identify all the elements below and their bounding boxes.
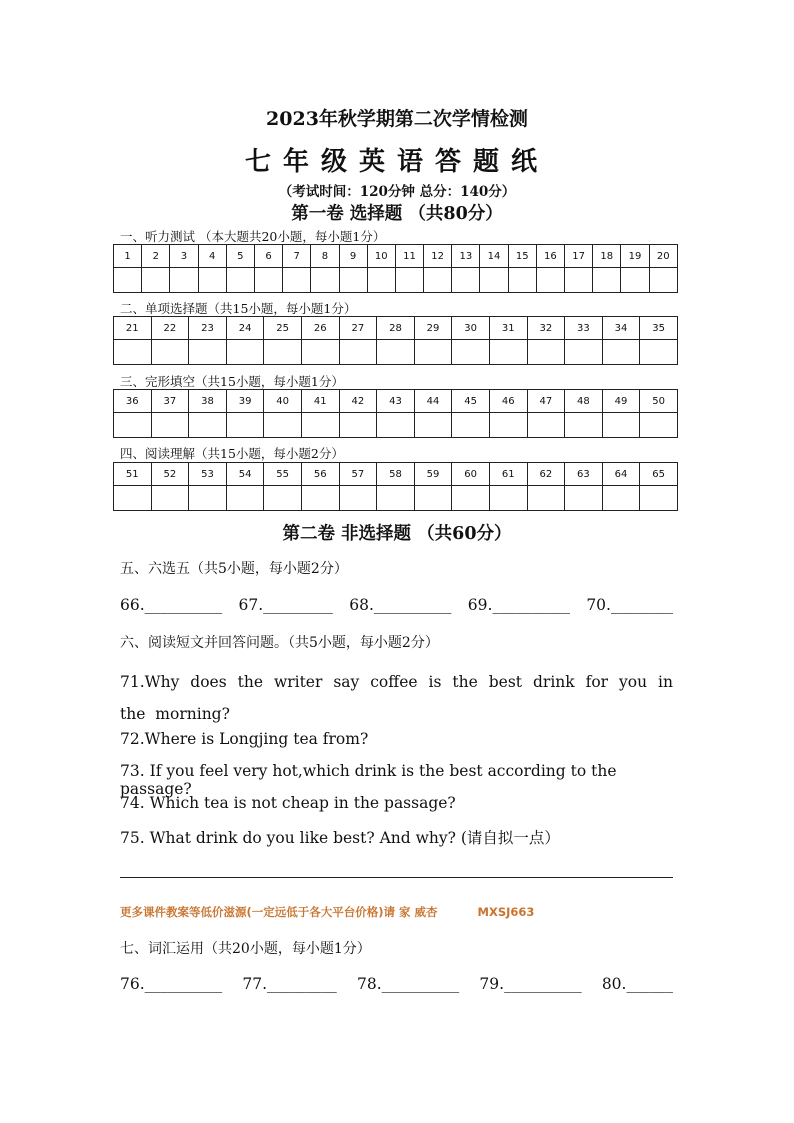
question-number-cell: 5: [226, 245, 254, 268]
answer-cell[interactable]: [301, 486, 339, 511]
question-number-cell: 15: [508, 245, 536, 268]
question-number-cell: 12: [424, 245, 452, 268]
question-number-cell: 21: [114, 317, 152, 340]
question-number-cell: 49: [602, 390, 640, 413]
question-number-cell: 42: [339, 390, 377, 413]
section5-title: 五、六选五（共5小题，每小题2分）: [120, 561, 348, 577]
answer-cell[interactable]: [189, 413, 227, 438]
answer-cell[interactable]: [536, 268, 564, 293]
question-number-cell: 17: [565, 245, 593, 268]
section6-title: 六、阅读短文并回答问题。（共5小题，每小题2分）: [120, 635, 439, 651]
question-72: 72.Where is Longjing tea from?: [120, 730, 369, 748]
blank-80[interactable]: 80.______: [601, 975, 673, 993]
question-number-cell: 56: [301, 463, 339, 486]
answer-cell[interactable]: [602, 486, 640, 511]
listening-answer-grid: [113, 244, 678, 293]
answer-cell[interactable]: [377, 486, 415, 511]
question-number-cell: 44: [414, 390, 452, 413]
answer-cell[interactable]: [377, 340, 415, 365]
section5-blanks: [120, 596, 673, 614]
answer-cell[interactable]: [226, 413, 264, 438]
section2-title: 二、单项选择题（共15小题，每小题1分）: [120, 301, 357, 316]
answer-cell[interactable]: [264, 413, 302, 438]
question-number-cell: 30: [452, 317, 490, 340]
answer-cell[interactable]: [414, 340, 452, 365]
question-number-cell: 22: [151, 317, 189, 340]
question-number-cell: 25: [264, 317, 302, 340]
answer-cell[interactable]: [602, 340, 640, 365]
answer-cell[interactable]: [452, 413, 490, 438]
section3-title: 三、完形填空（共15小题，每小题1分）: [120, 374, 344, 389]
part1-heading: 第一卷 选择题 （共80分）: [291, 204, 503, 224]
answer-cell[interactable]: [649, 268, 677, 293]
blank-78[interactable]: 78.__________: [357, 975, 460, 993]
answer-cell[interactable]: [114, 340, 152, 365]
question-number-cell: 13: [452, 245, 480, 268]
question-number-cell: 45: [452, 390, 490, 413]
answer-cell[interactable]: [395, 268, 423, 293]
answer-cell[interactable]: [489, 413, 527, 438]
answer-cell[interactable]: [301, 413, 339, 438]
section7-blanks: [120, 975, 673, 993]
question-number-cell: 18: [593, 245, 621, 268]
answer-cell[interactable]: [170, 268, 198, 293]
answer-cell[interactable]: [489, 486, 527, 511]
question-74: 74. Which tea is not cheap in the passage?: [120, 794, 456, 812]
answer-cell[interactable]: [151, 413, 189, 438]
answer-cell[interactable]: [565, 413, 603, 438]
question-number-cell: 62: [527, 463, 565, 486]
question-number-cell: 23: [189, 317, 227, 340]
question-number-cell: 28: [377, 317, 415, 340]
question-number-cell: 10: [367, 245, 395, 268]
question-number-cell: 6: [254, 245, 282, 268]
section1-title: 一、听力测试 （本大题共20小题，每小题1分）: [120, 229, 386, 244]
question-number-cell: 1: [114, 245, 142, 268]
question-number-cell: 57: [339, 463, 377, 486]
question-number-cell: 53: [189, 463, 227, 486]
question-number-cell: 58: [377, 463, 415, 486]
answer-line[interactable]: [120, 877, 673, 878]
watermark-id: MXSJ663: [477, 905, 535, 919]
question-number-cell: 63: [565, 463, 603, 486]
answer-cell[interactable]: [339, 486, 377, 511]
answer-cell[interactable]: [339, 340, 377, 365]
answer-cell[interactable]: [367, 268, 395, 293]
answer-cell[interactable]: [301, 340, 339, 365]
answer-cell[interactable]: [640, 340, 678, 365]
question-number-cell: 4: [198, 245, 226, 268]
sheet-title: 七年级英语答题纸: [244, 147, 549, 177]
question-number-cell: 64: [602, 463, 640, 486]
question-number-cell: 40: [264, 390, 302, 413]
question-73: 73. If you feel very hot,which drink is the best according to the passage?: [120, 762, 617, 798]
question-number-cell: 43: [377, 390, 415, 413]
question-number-cell: 11: [395, 245, 423, 268]
answer-cell[interactable]: [198, 268, 226, 293]
question-number-cell: 65: [640, 463, 678, 486]
question-71: 71.Why does the writer say coffee is the best drink for you in the morning?: [120, 673, 673, 723]
question-number-cell: 34: [602, 317, 640, 340]
answer-cell[interactable]: [311, 268, 339, 293]
question-number-cell: 27: [339, 317, 377, 340]
question-number-cell: 59: [414, 463, 452, 486]
answer-cell[interactable]: [226, 268, 254, 293]
answer-cell[interactable]: [264, 486, 302, 511]
question-number-cell: 37: [151, 390, 189, 413]
question-number-cell: 50: [640, 390, 678, 413]
question-number-cell: 7: [283, 245, 311, 268]
answer-cell[interactable]: [640, 413, 678, 438]
answer-cell[interactable]: [339, 268, 367, 293]
exam-info: （考试时间：120分钟 总分：140分）: [278, 184, 516, 200]
question-75: 75. What drink do you like best? And why? (请自拟一点）: [120, 829, 560, 847]
answer-cell[interactable]: [189, 486, 227, 511]
answer-cell[interactable]: [452, 268, 480, 293]
exam-title: 2023年秋学期第二次学情检测: [266, 108, 528, 130]
answer-cell[interactable]: [565, 268, 593, 293]
blank-68[interactable]: 68.__________: [349, 596, 452, 614]
answer-cell[interactable]: [621, 268, 649, 293]
cloze-answer-grid: [113, 389, 678, 438]
answer-cell[interactable]: [527, 413, 565, 438]
watermark-message: 更多课件教案等低价滋源(一定远低于各大平台价格)请 家 威杏: [120, 905, 438, 919]
blank-79[interactable]: 79.__________: [479, 975, 582, 993]
answer-cell[interactable]: [593, 268, 621, 293]
question-number-cell: 9: [339, 245, 367, 268]
question-number-cell: 51: [114, 463, 152, 486]
answer-cell[interactable]: [377, 413, 415, 438]
blank-70[interactable]: 70.________: [586, 596, 673, 614]
answer-cell[interactable]: [452, 486, 490, 511]
watermark-text: [120, 904, 534, 920]
question-number-cell: 47: [527, 390, 565, 413]
answer-cell[interactable]: [254, 268, 282, 293]
question-number-cell: 2: [142, 245, 170, 268]
question-number-cell: 35: [640, 317, 678, 340]
answer-cell[interactable]: [527, 486, 565, 511]
question-number-cell: 46: [489, 390, 527, 413]
blank-69[interactable]: 69.__________: [467, 596, 570, 614]
question-number-cell: 14: [480, 245, 508, 268]
question-number-cell: 61: [489, 463, 527, 486]
section7-title: 七、词汇运用（共20小题，每小题1分）: [120, 941, 371, 957]
section4-title: 四、阅读理解（共15小题，每小题2分）: [120, 446, 344, 461]
answer-cell[interactable]: [339, 413, 377, 438]
blank-66[interactable]: 66.__________: [120, 596, 223, 614]
answer-cell[interactable]: [640, 486, 678, 511]
answer-cell[interactable]: [189, 340, 227, 365]
answer-cell[interactable]: [452, 340, 490, 365]
question-number-cell: 31: [489, 317, 527, 340]
question-number-cell: 41: [301, 390, 339, 413]
answer-cell[interactable]: [489, 340, 527, 365]
question-number-cell: 36: [114, 390, 152, 413]
answer-cell[interactable]: [151, 340, 189, 365]
question-number-cell: 16: [536, 245, 564, 268]
question-number-cell: 20: [649, 245, 677, 268]
blank-77[interactable]: 77._________: [242, 975, 337, 993]
blank-76[interactable]: 76.__________: [120, 975, 223, 993]
part2-heading: 第二卷 非选择题 （共60分）: [282, 524, 512, 544]
answer-cell[interactable]: [480, 268, 508, 293]
question-number-cell: 26: [301, 317, 339, 340]
answer-cell[interactable]: [226, 486, 264, 511]
answer-cell[interactable]: [142, 268, 170, 293]
answer-cell[interactable]: [508, 268, 536, 293]
answer-cell[interactable]: [114, 486, 152, 511]
answer-cell[interactable]: [414, 486, 452, 511]
answer-cell[interactable]: [151, 486, 189, 511]
answer-cell[interactable]: [226, 340, 264, 365]
question-number-cell: 60: [452, 463, 490, 486]
answer-cell[interactable]: [602, 413, 640, 438]
answer-cell[interactable]: [264, 340, 302, 365]
answer-cell[interactable]: [565, 340, 603, 365]
question-number-cell: 38: [189, 390, 227, 413]
question-number-cell: 3: [170, 245, 198, 268]
answer-cell[interactable]: [424, 268, 452, 293]
question-number-cell: 32: [527, 317, 565, 340]
question-number-cell: 55: [264, 463, 302, 486]
answer-cell[interactable]: [114, 268, 142, 293]
question-number-cell: 24: [226, 317, 264, 340]
choice-answer-grid: [113, 316, 678, 365]
question-number-cell: 39: [226, 390, 264, 413]
question-number-cell: 48: [565, 390, 603, 413]
question-number-cell: 19: [621, 245, 649, 268]
answer-cell[interactable]: [114, 413, 152, 438]
answer-cell[interactable]: [283, 268, 311, 293]
question-number-cell: 29: [414, 317, 452, 340]
answer-cell[interactable]: [565, 486, 603, 511]
answer-cell[interactable]: [527, 340, 565, 365]
question-number-cell: 8: [311, 245, 339, 268]
reading-answer-grid: [113, 462, 678, 511]
answer-cell[interactable]: [414, 413, 452, 438]
blank-67[interactable]: 67._________: [238, 596, 333, 614]
question-number-cell: 52: [151, 463, 189, 486]
question-number-cell: 33: [565, 317, 603, 340]
question-number-cell: 54: [226, 463, 264, 486]
